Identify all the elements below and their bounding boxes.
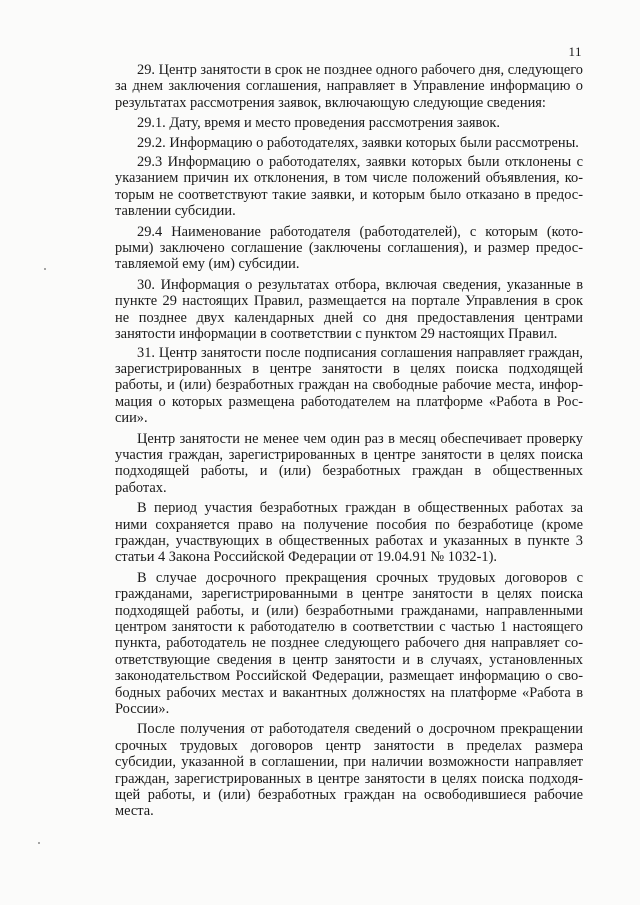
paragraph-31-redirect: После получения от работодателя сведений о досрочном прекращении срочных трудовых договоров центр занятости в пределах размера субсидии, указанной в соглашении, при наличии возможности направляет граждан, зарегистрированных в центре занятости в целях поиска подходящей работы, и (или) безработных граждан на освободившиеся рабочие места. (115, 721, 583, 820)
page-number: 11 (568, 44, 582, 59)
paragraph-31-check: Центр занятости не менее чем один раз в месяц обеспечивает проверку участия граждан, зарегистрированных в центре занятости в целях поиска подходящей работы, и (или) безработных граждан в общественных работах. (115, 430, 583, 496)
paragraph-30: 30. Информация о результатах отбора, включая сведения, указанные в пункте 29 настоящих Правил, размещается на портале Управления в срок не позднее двух календарных дней со дня предоставления центрами занятости информации в соответствии с пунктом 29 настоящих Правил. (115, 276, 583, 343)
paragraph-29: 29. Центр занятости в срок не позднее одного рабочего дня, следующего за днем заключения соглашения, направляет в Управление информацию о результатах рассмотрения заявок, включающую следующие сведения: (115, 62, 583, 111)
paragraph-31: 31. Центр занятости после подписания соглашения направляет граждан, зарегистрированных в центре занятости в целях поиска подходящей работы, и (или) безработных граждан на свободные рабочие места, информация о которых размещена работодателем на платформе «Работа в России». (115, 344, 583, 427)
paragraph-29-1: 29.1. Дату, время и место проведения рассмотрения заявок. (137, 115, 501, 132)
paragraph-31-early-termination: В случае досрочного прекращения срочных трудовых договоров с гражданами, зарегистрированными в центре занятости в целях поиска подходящей работы, и (или) безработными гражданами, направленными центром занятости к работодателю в соответствии с частью 1 настоящего пункта, работодатель не позднее следующего рабочего дня направляет соответствующие сведения в центр занятости и в случаях, установленных законодательством Российской Федерации, размещает информацию о свободных рабочих местах и вакантных должностях на платформе «Работа в России». (115, 569, 583, 718)
scan-speck (44, 268, 46, 270)
scan-speck (38, 842, 40, 844)
paragraph-31-benefit: В период участия безработных граждан в общественных работах за ними сохраняется право на получение пособия по безработице (кроме граждан, участвующих в общественных работах и указанных в пункте 3 статьи 4 Закона Российской Федерации от 19.04.91 № 1032-1). (115, 500, 583, 566)
document-body (115, 62, 583, 824)
paragraph-29-3: 29.3 Информацию о работодателях, заявки которых были отклонены с указанием причин их отклонения, в том числе положений объявления, которым не соответствуют такие заявки, и которым было отказано в предоставлении субсидии. (115, 154, 583, 220)
paragraph-29-4: 29.4 Наименование работодателя (работодателей), с которым (которыми) заключено соглашение (заключены соглашения), и размер предоставляемой ему (им) субсидии. (115, 223, 583, 273)
paragraph-29-2: 29.2. Информацию о работодателях, заявки которых были рассмотрены. (137, 134, 579, 151)
